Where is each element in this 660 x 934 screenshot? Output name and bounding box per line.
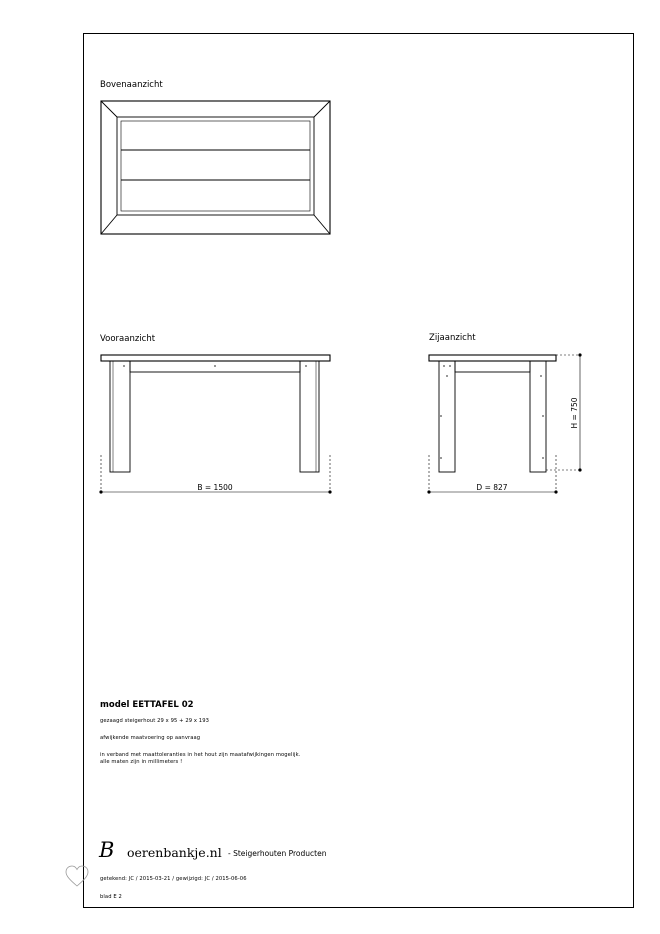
depth-dimension: D = 827 [476,483,508,492]
dimension-markers [99,353,581,493]
heart-outline-icon [66,866,88,886]
top-view-drawing [101,101,330,234]
material-spec: gezaagd steigerhout 29 x 95 + 29 x 193 [100,718,210,724]
tolerance-note: in verband met maattoleranties in het hout zijn maatafwijkingen mogelijk. [100,752,301,758]
sheet-number: blad E 2 [100,894,122,900]
model-title: model EETTAFEL 02 [100,700,194,710]
brand-name: oerenbankje.nl [127,845,222,860]
height-dimension: H = 750 [570,397,579,429]
brand-initial: B [99,838,115,862]
top-view-title: Bovenaanzicht [100,80,163,90]
side-view-title: Zijaanzicht [429,333,476,343]
units-note: alle maten zijn in millimeters ! [100,759,183,765]
side-view-drawing [429,355,580,492]
drawn-revised-info: getekend: JC / 2015-03-21 / gewijzigd: JC / 2015-06-06 [100,876,247,882]
front-view-drawing [101,355,330,492]
custom-sizes-note: afwijkende maatvoering op aanvraag [100,735,201,741]
brand-tagline: - Steigerhouten Producten [228,849,327,858]
width-dimension: B = 1500 [197,483,233,492]
screw-markers [123,365,544,459]
front-view-title: Vooraanzicht [100,334,156,344]
